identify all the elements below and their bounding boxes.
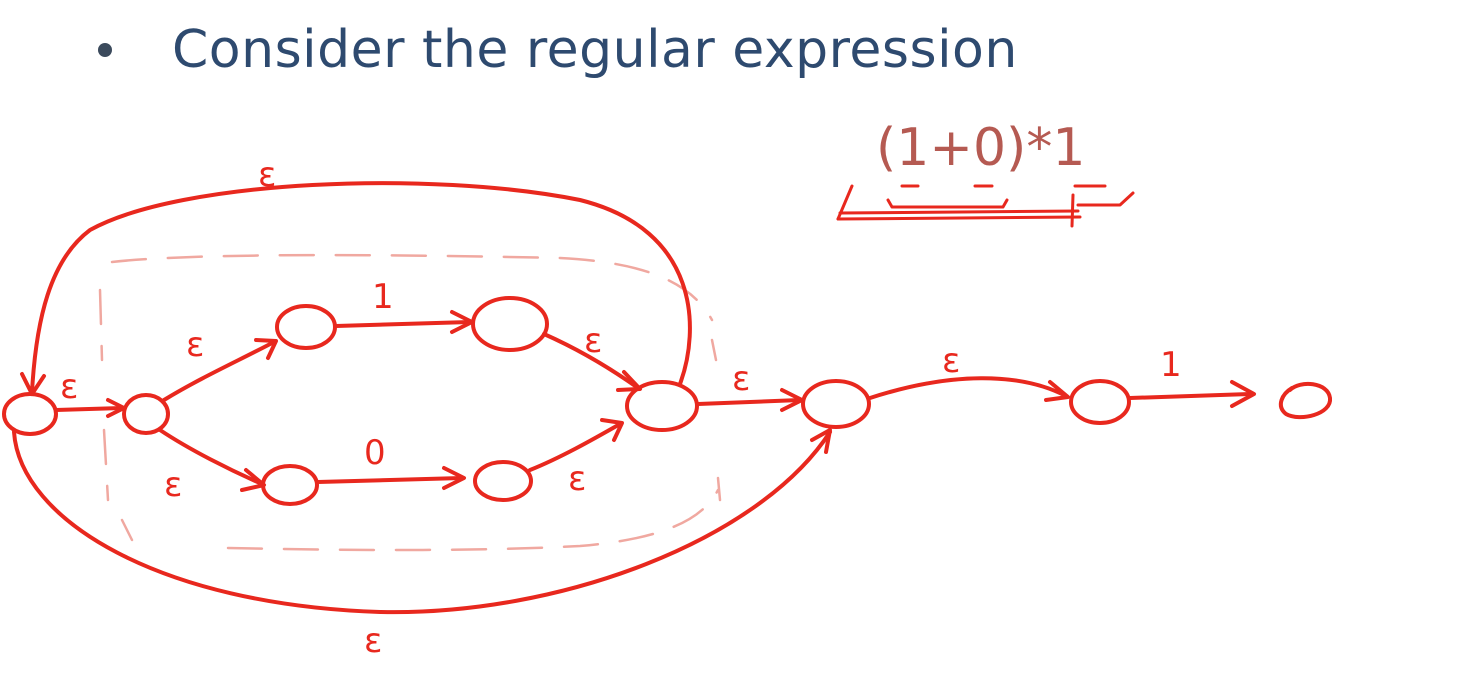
label-join-to-next: ε	[732, 359, 751, 399]
edge-join-to-next	[698, 400, 800, 404]
regex-underline-annotations	[838, 186, 1133, 226]
label-upper-symbol: 1	[372, 277, 394, 317]
regular-expression: (1+0)*1	[876, 118, 1086, 178]
edge-labels	[60, 155, 1182, 661]
label-to-upper-branch: ε	[186, 325, 205, 365]
regex-bracket-group	[888, 200, 1007, 207]
state-inner-start	[124, 395, 168, 433]
label-loop-back: ε	[258, 155, 277, 195]
edge-next-to-pre-final	[870, 378, 1066, 398]
edges	[14, 183, 1254, 612]
arrowhead-skip	[812, 430, 830, 452]
label-skip: ε	[364, 621, 383, 661]
state-lower-2	[475, 462, 531, 500]
dashed-box-top	[112, 255, 712, 320]
label-to-lower-branch: ε	[164, 465, 183, 505]
label-lower-symbol: 0	[364, 433, 386, 473]
state-lower-1	[263, 466, 317, 504]
dashed-box-right	[712, 340, 720, 500]
label-next-to-pre-final: ε	[942, 341, 961, 381]
state-next	[803, 381, 869, 427]
label-lower-to-join: ε	[568, 459, 587, 499]
edge-inner-to-upper	[164, 342, 274, 400]
regex-long-underline-2	[840, 211, 1078, 213]
state-upper-2	[473, 298, 547, 350]
label-upper-to-join: ε	[584, 321, 603, 361]
dashed-box-left	[100, 290, 132, 540]
edge-upper-1-to-upper-2	[336, 322, 470, 326]
label-final-symbol: 1	[1160, 345, 1182, 385]
edge-pre-final-to-final	[1130, 394, 1250, 398]
edge-start-to-inner	[56, 408, 122, 410]
regex-tick-right	[1072, 195, 1073, 226]
regex-hook-right	[1078, 193, 1133, 205]
edge-skip	[14, 432, 830, 612]
regex-long-underline	[838, 217, 1080, 219]
edge-lower-1-to-lower-2	[318, 478, 462, 482]
state-pre-final	[1071, 381, 1129, 423]
dashed-box-bottom	[228, 490, 718, 550]
state-start	[4, 394, 56, 434]
state-final	[1281, 384, 1330, 417]
bullet-text: Consider the regular expression	[172, 20, 1018, 80]
label-start-to-inner: ε	[60, 367, 79, 407]
state-upper-1	[277, 306, 335, 348]
